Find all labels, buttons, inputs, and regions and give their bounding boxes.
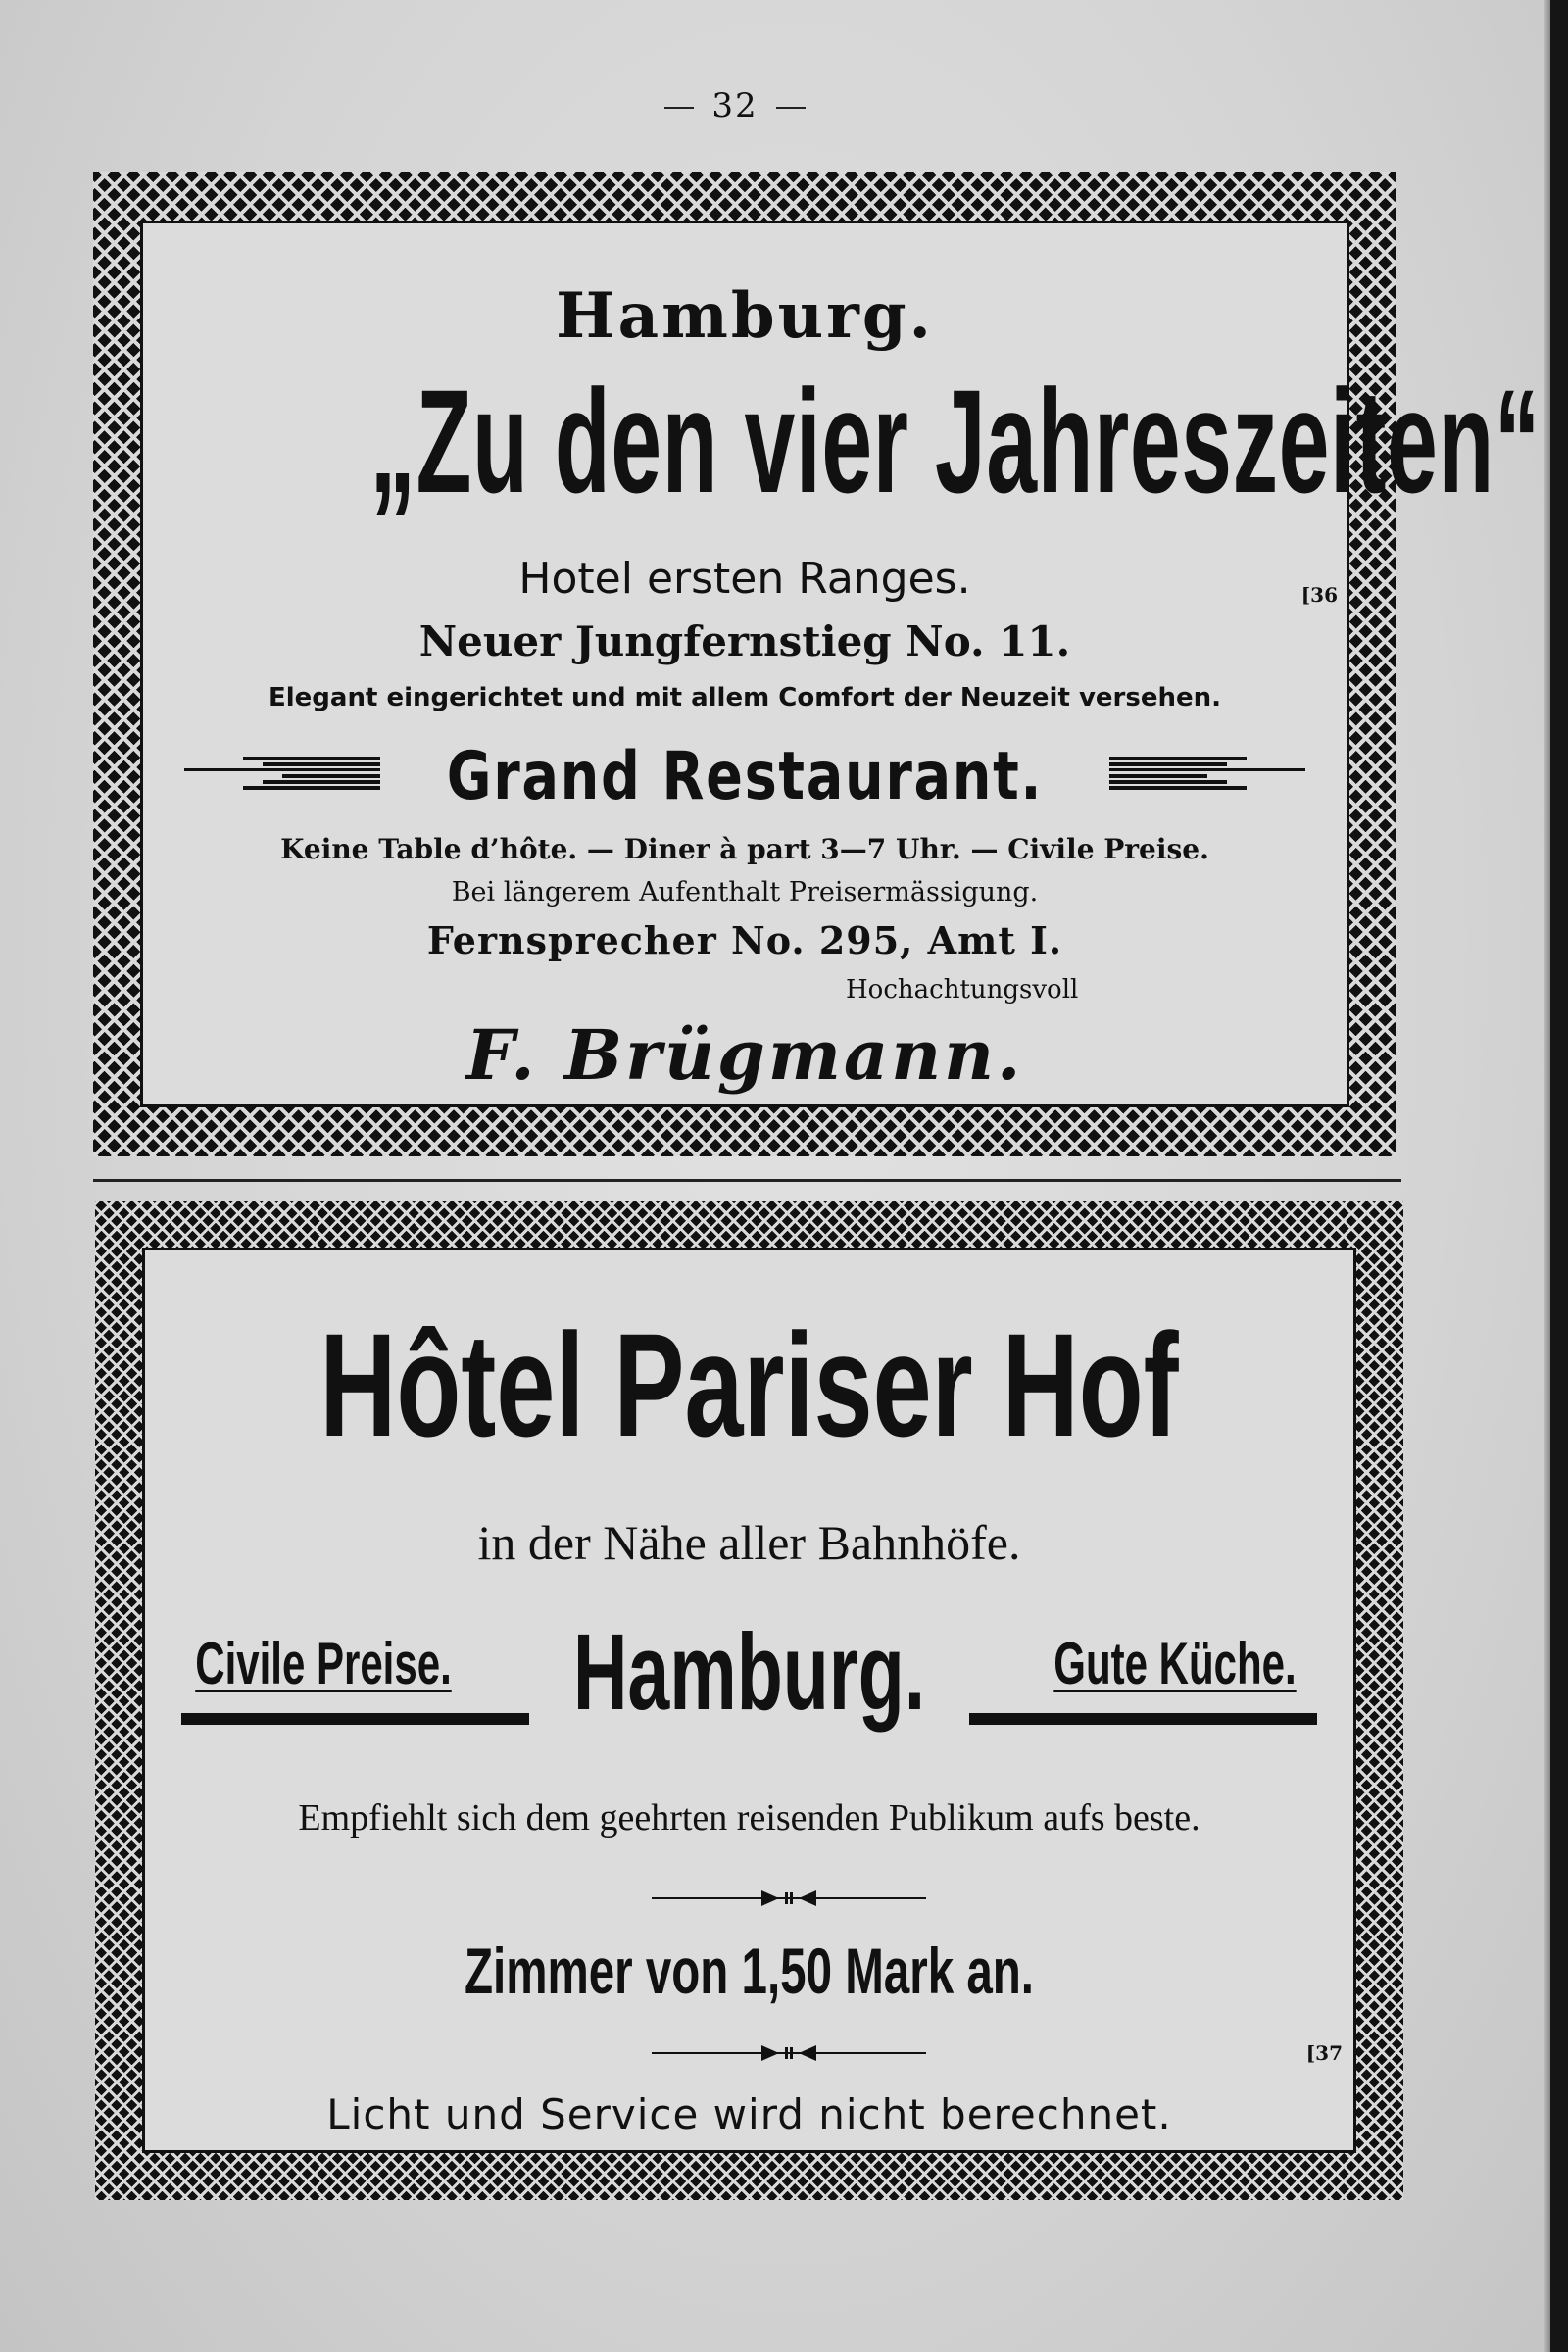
restaurant-title: Grand Restaurant. <box>446 738 1044 815</box>
tagline-row <box>142 1610 1356 1738</box>
restaurant-banner <box>140 738 1349 815</box>
page-number-value: 32 <box>711 86 759 125</box>
hotel-rank: Hotel ersten Ranges. <box>518 554 971 604</box>
dining-info: Keine Table d’hôte. — Diner à part 3—7 Uhr. — Civile Preise. <box>280 833 1209 865</box>
hotel-location: in der Nähe aller Bahnhöfe. <box>477 1515 1021 1570</box>
page-number-dash-right <box>776 107 806 109</box>
tag-civil-prices: Civile Preise. <box>195 1631 452 1696</box>
hotel-description: Elegant eingerichtet und mit allem Comfort der Neuzeit versehen. <box>268 683 1221 712</box>
bar-right <box>969 1713 1317 1725</box>
ad-reference-number: [37 <box>1305 2041 1343 2065</box>
room-price: Zimmer von 1,50 Mark an. <box>464 1935 1035 2007</box>
ad-content <box>140 220 1541 1107</box>
ad-pariser-hof <box>95 1200 1403 2200</box>
tag-good-kitchen: Gute Küche. <box>1054 1631 1297 1696</box>
ad-city: Hamburg. <box>556 279 934 353</box>
ornament-divider-icon <box>652 2041 926 2065</box>
ornament-divider-icon <box>652 1886 926 1910</box>
hotel-address: Neuer Jungfernstieg No. 11. <box>418 617 1071 665</box>
page-number-dash-left <box>664 107 694 109</box>
recommendation-text: Empfiehlt sich dem geehrten reisenden Publikum aufs beste. <box>298 1797 1200 1838</box>
separator-rule <box>93 1179 1401 1182</box>
proprietor-signature: F. Brügmann. <box>466 1014 1024 1096</box>
ad-content <box>142 1248 1356 2153</box>
service-note: Licht und Service wird nicht berechnet. <box>326 2090 1172 2138</box>
binding <box>1550 0 1568 2352</box>
phone-info: Fernsprecher No. 295, Amt I. <box>426 918 1063 962</box>
decorative-lines-right <box>1109 746 1305 795</box>
hotel-name: Hôtel Pariser Hof <box>319 1302 1179 1467</box>
discount-info: Bei längerem Aufenthalt Preisermässigung. <box>451 877 1039 907</box>
ad-hotel-jahreszeiten <box>93 172 1541 1156</box>
ad-city: Hamburg. <box>572 1612 926 1733</box>
ad-reference-number: [36 <box>1300 583 1338 607</box>
page-number <box>627 86 843 125</box>
closing-salutation: Hochachtungsvoll <box>846 975 1079 1004</box>
hotel-name: „Zu den vier Jahreszeiten“ <box>369 359 1541 523</box>
